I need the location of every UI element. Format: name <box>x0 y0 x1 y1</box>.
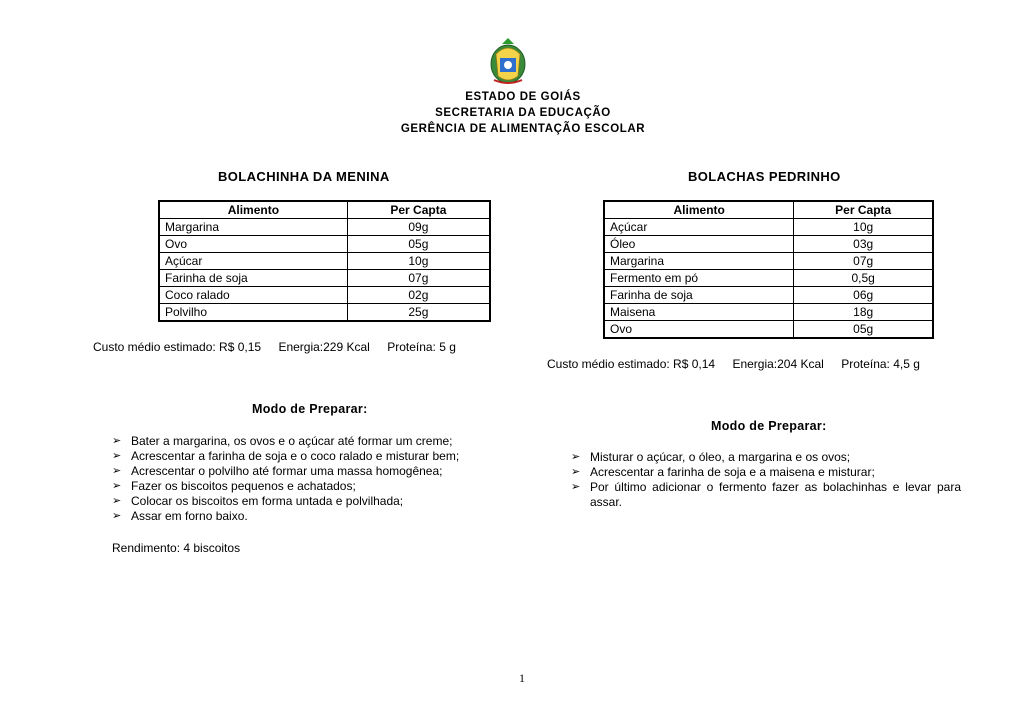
ingredient-name: Polvilho <box>159 304 347 322</box>
right-ingredients-table <box>603 200 934 339</box>
step-item: ➢ Acrescentar a farinha de soja e o coco ralado e misturar bem; <box>112 449 532 464</box>
ingredient-quantity: 18g <box>794 304 933 321</box>
left-prep-title: Modo de Preparar: <box>252 402 368 416</box>
left-yield: Rendimento: 4 biscoitos <box>112 541 241 555</box>
left-steps-list <box>112 434 532 524</box>
right-prep-title: Modo de Preparar: <box>711 419 827 433</box>
ingredient-name: Farinha de soja <box>159 270 347 287</box>
table-row <box>159 287 490 304</box>
ingredient-name: Ovo <box>159 236 347 253</box>
right-steps-list <box>571 450 961 510</box>
right-recipe-title: BOLACHAS PEDRINHO <box>688 169 841 184</box>
ingredient-name: Fermento em pó <box>604 270 794 287</box>
table-row <box>604 287 933 304</box>
ingredient-name: Margarina <box>159 219 347 236</box>
column-header-food: Alimento <box>604 201 794 219</box>
ingredient-name: Margarina <box>604 253 794 270</box>
left-protein: Proteína: 5 g <box>387 340 456 354</box>
table-row <box>159 236 490 253</box>
table-row <box>159 304 490 322</box>
left-cost: Custo médio estimado: R$ 0,15 <box>93 340 262 354</box>
ingredient-name: Óleo <box>604 236 794 253</box>
left-nutrition-line <box>93 340 456 354</box>
ingredient-quantity: 07g <box>794 253 933 270</box>
ingredient-quantity: 0,5g <box>794 270 933 287</box>
ingredient-name: Ovo <box>604 321 794 339</box>
column-header-food: Alimento <box>159 201 347 219</box>
table-row <box>159 253 490 270</box>
table-row <box>604 219 933 236</box>
ingredient-quantity: 07g <box>347 270 490 287</box>
table-row <box>159 219 490 236</box>
step-item: ➢ Acrescentar a farinha de soja e a maisena e misturar; <box>571 465 961 480</box>
column-header-qty: Per Capta <box>347 201 490 219</box>
ingredient-name: Farinha de soja <box>604 287 794 304</box>
ingredient-quantity: 03g <box>794 236 933 253</box>
ingredient-quantity: 05g <box>794 321 933 339</box>
right-protein: Proteína: 4,5 g <box>841 357 920 371</box>
step-item: ➢ Colocar os biscoitos em forma untada e polvilhada; <box>112 494 532 509</box>
right-energy: Energia:204 Kcal <box>732 357 824 371</box>
ingredient-name: Açúcar <box>159 253 347 270</box>
table-row <box>604 253 933 270</box>
table-row <box>604 236 933 253</box>
column-header-qty: Per Capta <box>794 201 933 219</box>
ingredient-name: Coco ralado <box>159 287 347 304</box>
header-management: GERÊNCIA DE ALIMENTAÇÃO ESCOLAR <box>400 123 646 135</box>
page-number: 1 <box>519 671 525 685</box>
step-item: ➢ Misturar o açúcar, o óleo, a margarina e os ovos; <box>571 450 961 465</box>
header-state: ESTADO DE GOIÁS <box>465 91 581 103</box>
table-row <box>159 270 490 287</box>
ingredient-quantity: 02g <box>347 287 490 304</box>
ingredient-name: Maisena <box>604 304 794 321</box>
step-item: ➢ Assar em forno baixo. <box>112 509 532 524</box>
step-item: ➢ Acrescentar o polvilho até formar uma massa homogênea; <box>112 464 532 479</box>
ingredient-quantity: 05g <box>347 236 490 253</box>
step-item: ➢ Fazer os biscoitos pequenos e achatados; <box>112 479 532 494</box>
ingredient-quantity: 09g <box>347 219 490 236</box>
table-row <box>604 270 933 287</box>
table-row <box>604 321 933 339</box>
step-item: ➢ Bater a margarina, os ovos e o açúcar até formar um creme; <box>112 434 532 449</box>
header-secretariat: SECRETARIA DA EDUCAÇÃO <box>435 107 611 119</box>
right-nutrition-line <box>547 357 920 371</box>
left-recipe-title: BOLACHINHA DA MENINA <box>218 169 390 184</box>
table-row <box>604 304 933 321</box>
right-cost: Custo médio estimado: R$ 0,14 <box>547 357 716 371</box>
left-ingredients-table <box>158 200 491 322</box>
table-header-row <box>604 201 933 219</box>
step-item: ➢ Por último adicionar o fermento fazer as bolachinhas e levar para assar. <box>571 480 961 510</box>
table-header-row <box>159 201 490 219</box>
ingredient-quantity: 10g <box>347 253 490 270</box>
ingredient-quantity: 25g <box>347 304 490 322</box>
state-crest-icon <box>488 36 528 86</box>
header <box>0 89 1030 137</box>
left-energy: Energia:229 Kcal <box>278 340 370 354</box>
ingredient-name: Açúcar <box>604 219 794 236</box>
ingredient-quantity: 10g <box>794 219 933 236</box>
ingredient-quantity: 06g <box>794 287 933 304</box>
